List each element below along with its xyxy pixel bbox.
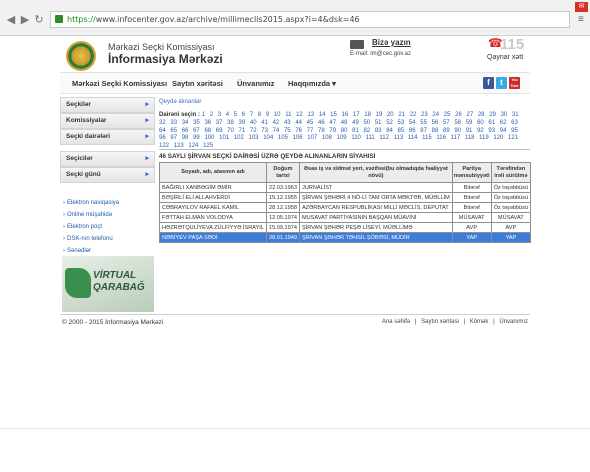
page-link[interactable]: 95 <box>511 127 518 134</box>
table-row[interactable] <box>160 223 531 233</box>
page-link[interactable]: 105 <box>277 135 288 142</box>
page-link[interactable]: 121 <box>508 135 519 142</box>
cell-birthdate: 12.05.1974 <box>266 213 299 223</box>
page-link[interactable]: 31 <box>511 112 519 118</box>
page-link[interactable]: 74 <box>272 127 280 134</box>
page-link[interactable]: 107 <box>307 135 318 142</box>
emblem-logo[interactable] <box>66 41 96 71</box>
page-link[interactable]: 102 <box>233 135 244 142</box>
breadcrumb[interactable]: Qeydə alınanlar <box>159 99 202 105</box>
sidebar-item-districts[interactable] <box>60 129 155 145</box>
page-link[interactable]: 106 <box>292 135 303 142</box>
cell-workplace: ŞİRVAN ŞƏHƏR PEŞƏ LİSEYİ, MÜƏLLİMƏ <box>299 223 452 233</box>
link-e-navigation[interactable] <box>60 197 155 209</box>
cell-party: Bitərəf <box>452 183 491 193</box>
page-link[interactable]: 34 <box>181 119 189 126</box>
page-link[interactable]: 44 <box>295 119 302 126</box>
page-link[interactable]: 109 <box>336 135 347 142</box>
chevron-right-icon: ▸ <box>145 171 149 178</box>
page-link[interactable]: 13 <box>307 112 315 118</box>
page-link[interactable]: 85 <box>397 127 405 134</box>
page-link[interactable]: 78 <box>318 127 325 134</box>
lock-icon <box>55 15 63 23</box>
link-label: Sənədlər <box>67 248 92 254</box>
page-link[interactable]: 53 <box>397 119 405 126</box>
chevron-right-icon: ▸ <box>145 101 149 108</box>
candidates-table <box>159 162 531 243</box>
page-link[interactable]: 38 <box>227 119 234 126</box>
page-link[interactable]: 103 <box>248 135 259 142</box>
page-link[interactable]: 49 <box>352 119 359 126</box>
sidebar-item-label: Komissiyalar <box>66 117 107 124</box>
page-link[interactable]: 80 <box>340 127 348 134</box>
bullet-icon: › <box>63 224 65 230</box>
page-link[interactable]: 69 <box>215 127 223 134</box>
page-link[interactable]: 71 <box>238 127 246 134</box>
page-link[interactable]: 21 <box>398 112 406 118</box>
page-link[interactable]: 108 <box>321 135 332 142</box>
page-link[interactable]: 36 <box>204 119 212 126</box>
page-link[interactable]: 4 <box>225 112 230 118</box>
page-link[interactable]: 60 <box>477 119 484 126</box>
cell-name: NƏBİYEV PAŞA SƏDİ <box>160 233 267 243</box>
page-link[interactable]: 18 <box>364 112 371 118</box>
nav-cec[interactable]: Mərkəzi Seçki Komissiyası <box>72 79 168 88</box>
cell-name: FƏTTAH ELMAN VOLODYA <box>160 213 267 223</box>
page-link[interactable]: 62 <box>499 119 507 126</box>
cell-birthdate: 28.12.1958 <box>266 203 299 213</box>
site-header <box>60 36 530 72</box>
browser-toolbar <box>0 0 590 36</box>
page-link[interactable]: 20 <box>386 112 394 118</box>
page-link[interactable]: 114 <box>407 135 418 142</box>
page-link[interactable]: 88 <box>431 127 439 134</box>
page-link[interactable]: 12 <box>296 112 303 118</box>
link-online-observation[interactable] <box>60 209 155 221</box>
cell-birthdate: 15.09.1974 <box>266 223 299 233</box>
page-link[interactable]: 123 <box>173 143 184 150</box>
col-nominated-by: Tərəfindən irəli sürülmə <box>491 163 531 183</box>
page-link[interactable]: 32 <box>159 119 166 126</box>
link-label: Elektron poçt <box>67 224 103 230</box>
chevron-right-icon: ▸ <box>145 133 149 140</box>
cell-name: BAĞIRLI XANBƏGİM ƏMİR <box>160 183 267 193</box>
table-row[interactable] <box>160 193 531 203</box>
banner-logo-icon <box>65 268 91 298</box>
page-link[interactable]: 76 <box>295 127 302 134</box>
page-link[interactable]: 25 <box>443 112 451 118</box>
page-link[interactable]: 22 <box>409 112 417 118</box>
sidebar-item-label: Seçicilər <box>66 155 93 162</box>
district-pager <box>159 112 530 151</box>
page-link[interactable]: 6 <box>241 112 246 118</box>
page-link[interactable]: 83 <box>374 127 382 134</box>
page-link[interactable]: 124 <box>188 143 199 150</box>
page-link[interactable]: 72 <box>249 127 257 134</box>
page-link[interactable]: 91 <box>465 127 473 134</box>
page-link[interactable]: 87 <box>420 127 427 134</box>
org-subtitle: Mərkəzi Seçki Komissiyası <box>108 42 215 52</box>
page-link[interactable]: 96 <box>159 135 166 142</box>
page-link[interactable]: 59 <box>465 119 473 126</box>
hotline-label: Qaynar xətt <box>487 54 524 61</box>
cell-name: HƏZRƏTQULİYEVA ZÜLFİYYƏ İSRAYIL <box>160 223 267 233</box>
footer-link-help[interactable]: Kömək <box>469 319 489 325</box>
address-bar[interactable] <box>50 11 570 28</box>
page-link[interactable]: 101 <box>219 135 230 142</box>
page-link[interactable]: 23 <box>421 112 428 118</box>
page-link[interactable]: 1 <box>201 112 206 118</box>
page-link[interactable]: 100 <box>204 135 215 142</box>
sidebar <box>60 97 155 257</box>
footer-links <box>379 319 528 325</box>
write-us-link[interactable]: Bizə yazın <box>372 38 411 47</box>
reload-icon[interactable]: ↻ <box>34 13 44 26</box>
page-link[interactable]: 82 <box>363 127 371 134</box>
page-link[interactable]: 77 <box>306 127 314 134</box>
cell-workplace: AZƏRBAYCAN RESPUBLİKASI MİLLİ MƏCLİS, DEPUTAT <box>299 203 452 213</box>
page-link[interactable]: 113 <box>393 135 404 142</box>
link-label: Elektron naviqasiya <box>67 200 120 206</box>
bullet-icon: › <box>63 212 65 218</box>
page-link[interactable]: 84 <box>386 127 393 134</box>
page-link[interactable]: 117 <box>450 135 461 142</box>
page-link[interactable]: 33 <box>170 119 178 126</box>
cell-nominated-by: Öz təşəbbüsü <box>491 203 531 213</box>
page-link[interactable]: 29 <box>489 112 496 118</box>
page-link[interactable]: 68 <box>204 127 212 134</box>
cell-nominated-by: AVP <box>491 223 531 233</box>
page-link[interactable]: 15 <box>330 112 337 118</box>
page-link[interactable]: 58 <box>454 119 462 126</box>
page-link[interactable]: 5 <box>233 112 238 118</box>
page-link[interactable]: 39 <box>238 119 246 126</box>
page-link[interactable]: 86 <box>408 127 416 134</box>
page-link[interactable]: 10 <box>273 112 281 118</box>
page-link[interactable]: 43 <box>283 119 291 126</box>
page-link[interactable]: 56 <box>431 119 439 126</box>
pager-label: Dairəni seçin : <box>159 112 201 118</box>
page-link[interactable]: 14 <box>318 112 326 118</box>
page-link[interactable]: 119 <box>479 135 489 142</box>
link-e-mail[interactable] <box>60 221 155 233</box>
page-link[interactable]: 30 <box>500 112 508 118</box>
browser-menu-icon[interactable]: ≡ <box>578 14 584 25</box>
col-name: Soyadı, adı, atasının adı <box>160 163 267 183</box>
back-icon[interactable]: ◀ <box>6 13 16 26</box>
table-row[interactable] <box>160 233 531 243</box>
cell-party: Bitərəf <box>452 193 491 203</box>
link-label: Online müşahidə <box>67 212 113 218</box>
copyright: © 2000 - 2015 İnformasiya Mərkəzi <box>62 319 164 326</box>
page-link[interactable]: 35 <box>193 119 200 126</box>
footer-link-address[interactable]: Ünvanımız <box>499 319 528 325</box>
cell-nominated-by: YAP <box>491 233 531 243</box>
page-link[interactable]: 97 <box>170 135 178 142</box>
page-link[interactable]: 65 <box>170 127 178 134</box>
page-link[interactable]: 52 <box>386 119 393 126</box>
page-link[interactable]: 94 <box>499 127 507 134</box>
sidebar-item-commissions[interactable] <box>60 113 155 129</box>
page-link[interactable]: 46 <box>318 119 325 126</box>
link-dsk-phone[interactable] <box>60 233 155 245</box>
cell-workplace: ŞİRVAN ŞƏHƏR TƏHSİL ŞÖBƏSİ, MÜDİR <box>299 233 452 243</box>
cell-name: BƏŞİRLİ ELİ ALLAHVERDİ <box>160 193 267 203</box>
nav-address[interactable]: Ünvanımız <box>237 79 275 88</box>
table-title: 46 SAYLI ŞİRVAN SEÇKİ DAİRƏSİ ÜZRƏ QEYDƏ ALINANLARIN SİYAHISI <box>159 149 530 160</box>
page-link[interactable]: 81 <box>352 127 359 134</box>
cell-nominated-by: MÜSAVAT <box>491 213 531 223</box>
chevron-right-icon: ▸ <box>145 155 149 162</box>
page-link[interactable]: 120 <box>493 135 504 142</box>
pager-pages <box>159 112 522 149</box>
page-link[interactable]: 118 <box>464 135 475 142</box>
cell-birthdate: 28.01.1949 <box>266 233 299 243</box>
page-link[interactable]: 45 <box>306 119 314 126</box>
sidebar-item-label: Seçki dairələri <box>66 133 111 140</box>
table-header-row <box>160 163 531 183</box>
page-link[interactable]: 11 <box>285 112 292 118</box>
page-link[interactable]: 93 <box>488 127 496 134</box>
page-link[interactable]: 7 <box>249 112 254 118</box>
cell-nominated-by: Öz təşəbbüsü <box>491 193 531 203</box>
page-link[interactable]: 2 <box>209 112 214 118</box>
cell-birthdate: 22.03.1963 <box>266 183 299 193</box>
page-link[interactable]: 75 <box>283 127 291 134</box>
footer-link-sitemap[interactable]: Saytın xəritəsi <box>421 319 459 325</box>
page-link[interactable]: 17 <box>352 112 360 118</box>
sidebar-item-elections[interactable] <box>60 97 155 113</box>
banner-line-2: QARABAĞ <box>93 282 145 293</box>
page-link[interactable]: 110 <box>351 135 361 142</box>
page-link[interactable]: 9 <box>265 112 270 118</box>
org-title[interactable]: İnformasiya Mərkəzi <box>108 52 223 66</box>
sidebar-item-label: Seçki günü <box>66 171 101 178</box>
url-text: www.infocenter.gov.az/archive/millimeclis2015.aspx?i=4&dsk=46 <box>95 15 360 24</box>
footer <box>60 314 530 330</box>
sidebar-item-voters[interactable] <box>60 151 155 167</box>
page-link[interactable]: 64 <box>159 127 166 134</box>
mail-notify-icon[interactable]: ✉ <box>575 2 588 12</box>
page-link[interactable]: 90 <box>454 127 462 134</box>
footer-link-home[interactable]: Ana səhifə <box>381 319 411 325</box>
col-workplace: Əsas iş və xidmət yeri, vəzifəsi(bu olmadıqda fəaliyyət növü) <box>299 163 452 183</box>
page-link[interactable]: 8 <box>257 112 262 118</box>
forward-icon[interactable]: ▶ <box>20 13 30 26</box>
sidebar-links <box>60 197 155 257</box>
table-row[interactable] <box>160 213 531 223</box>
cell-party: AVP <box>452 223 491 233</box>
page-link[interactable]: 48 <box>340 119 348 126</box>
footer-separator: | <box>493 319 495 325</box>
table-row[interactable] <box>160 203 531 213</box>
col-birthdate: Doğum tarixi <box>266 163 299 183</box>
footer-separator: | <box>414 319 417 325</box>
page-link[interactable]: 73 <box>261 127 268 134</box>
hotline-number: 115 <box>500 36 525 53</box>
col-party: Partiya mənsubiyyəti <box>452 163 491 183</box>
facebook-icon[interactable]: f <box>483 77 494 89</box>
page-link[interactable]: 47 <box>329 119 337 126</box>
page-link[interactable]: 61 <box>488 119 496 126</box>
url-scheme: https:// <box>67 15 96 24</box>
cell-workplace: MUSAVAT PARTİYASININ BAŞQAN MÜAVİNİ <box>299 213 452 223</box>
envelope-icon <box>350 40 364 49</box>
page-link[interactable]: 122 <box>159 143 170 150</box>
cell-workplace: ŞİRVAN ŞƏHƏRİ 4 NÖ-Lİ TAM ORTA MƏKTƏB, MÜƏLLİM <box>299 193 452 203</box>
page-link[interactable]: 79 <box>329 127 337 134</box>
youtube-icon[interactable]: You Tube <box>510 78 519 88</box>
page-link[interactable]: 3 <box>217 112 222 118</box>
page-link[interactable]: 28 <box>477 112 485 118</box>
cell-party: Bitərəf <box>452 203 491 213</box>
page-link[interactable]: 116 <box>436 135 446 142</box>
email-address[interactable]: E-mail: im@cec.gov.az <box>350 51 411 57</box>
sidebar-item-label: Seçkilər <box>66 101 91 108</box>
cell-workplace: JURNALİST <box>299 183 452 193</box>
sidebar-item-election-day[interactable] <box>60 167 155 183</box>
page-link[interactable]: 111 <box>365 135 375 142</box>
cell-party: MÜSAVAT <box>452 213 491 223</box>
top-navigation <box>60 72 530 94</box>
bullet-icon: › <box>63 200 65 206</box>
bullet-icon: › <box>63 248 65 254</box>
page-link[interactable]: 24 <box>432 112 440 118</box>
banner-line-1: VİRTUAL <box>93 270 137 281</box>
nav-about[interactable]: Haqqımızda ▾ <box>288 79 336 88</box>
page-link[interactable]: 16 <box>341 112 349 118</box>
page-link[interactable]: 40 <box>249 119 257 126</box>
virtual-qarabag-banner[interactable] <box>62 256 154 312</box>
page-link[interactable]: 66 <box>181 127 189 134</box>
page-link[interactable]: 42 <box>272 119 280 126</box>
page-link[interactable]: 70 <box>227 127 234 134</box>
page-link[interactable]: 57 <box>442 119 450 126</box>
table-row[interactable] <box>160 183 531 193</box>
phone-icon: ☎ <box>488 36 503 50</box>
page-link[interactable]: 92 <box>477 127 484 134</box>
page-link[interactable]: 54 <box>408 119 416 126</box>
bullet-icon: › <box>63 236 65 242</box>
page-link[interactable]: 67 <box>193 127 200 134</box>
cell-party: YAP <box>452 233 491 243</box>
page-link[interactable]: 115 <box>422 135 432 142</box>
link-label: DSK-nın telefonu <box>67 236 113 242</box>
page-link[interactable]: 55 <box>420 119 427 126</box>
page-link[interactable]: 37 <box>215 119 223 126</box>
page-link[interactable]: 41 <box>261 119 268 126</box>
page-link[interactable]: 104 <box>263 135 274 142</box>
page-link[interactable]: 125 <box>203 143 214 150</box>
page-link[interactable]: 26 <box>455 112 462 118</box>
page-link[interactable]: 99 <box>193 135 200 142</box>
chevron-right-icon: ▸ <box>145 117 149 124</box>
page-link[interactable]: 27 <box>466 112 474 118</box>
cell-name: CƏBRAYILOV RAFAEL KAMİL <box>160 203 267 213</box>
page-link[interactable]: 50 <box>363 119 371 126</box>
page-link[interactable]: 63 <box>511 119 518 126</box>
page-link[interactable]: 98 <box>181 135 189 142</box>
cell-nominated-by: Öz təşəbbüsü <box>491 183 531 193</box>
page-link[interactable]: 51 <box>374 119 382 126</box>
nav-sitemap[interactable]: Saytın xəritəsi <box>172 79 223 88</box>
cell-birthdate: 15.12.1955 <box>266 193 299 203</box>
twitter-icon[interactable]: t <box>496 77 507 89</box>
page-link[interactable]: 89 <box>442 127 450 134</box>
browser-bottom-area <box>0 428 590 472</box>
page-link[interactable]: 19 <box>375 112 383 118</box>
page-link[interactable]: 112 <box>379 135 389 142</box>
footer-separator: | <box>463 319 466 325</box>
